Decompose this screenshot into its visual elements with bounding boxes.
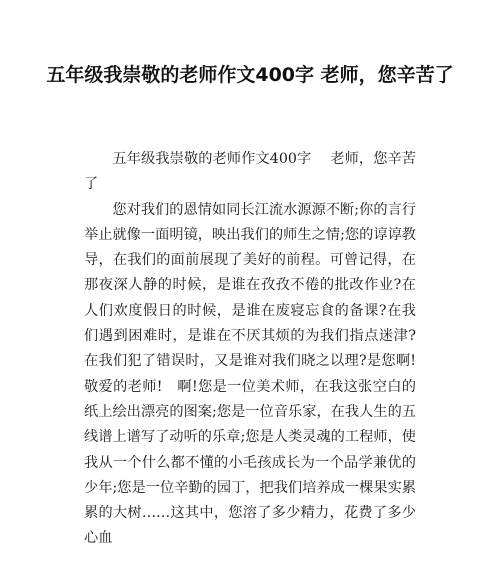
paragraph-heading-line: 五年级我崇敬的老师作文400字 老师，您辛苦了 <box>84 151 416 193</box>
document-body <box>84 147 416 552</box>
paragraph-main-text: 您对我们的恩情如同长江流水源源不断;你的言行举止就像一面明镜，映出我们的师生之情;您的谆谆教导，在我们的面前展现了美好的前程。可曾记得，在那夜深人静的时候，是谁在孜孜不倦的批改作业?在人们欢度假日的时候，是谁在废寝忘食的备课?在我们遇到困难时，是谁在不厌其烦的为我们指点迷津?在我们犯了错误时，又是谁对我们晓之以理?是您啊!敬爱的老师! 啊!您是一位美术师，在我这张空白的纸上绘出漂亮的图案;您是一位音乐家，在我人生的五线谱上谱写了动听的乐章;您是人类灵魂的工程师，使我从一个什么都不懂的小毛孩成长为一个品学兼优的少年;您是一位辛勤的园丁，把我们培养成一棵果实累累的大树……这其中，您溶了多少精力，花费了多少心血 <box>84 201 416 547</box>
document-title: 五年级我崇敬的老师作文400字 老师，您辛苦了 <box>46 64 454 86</box>
